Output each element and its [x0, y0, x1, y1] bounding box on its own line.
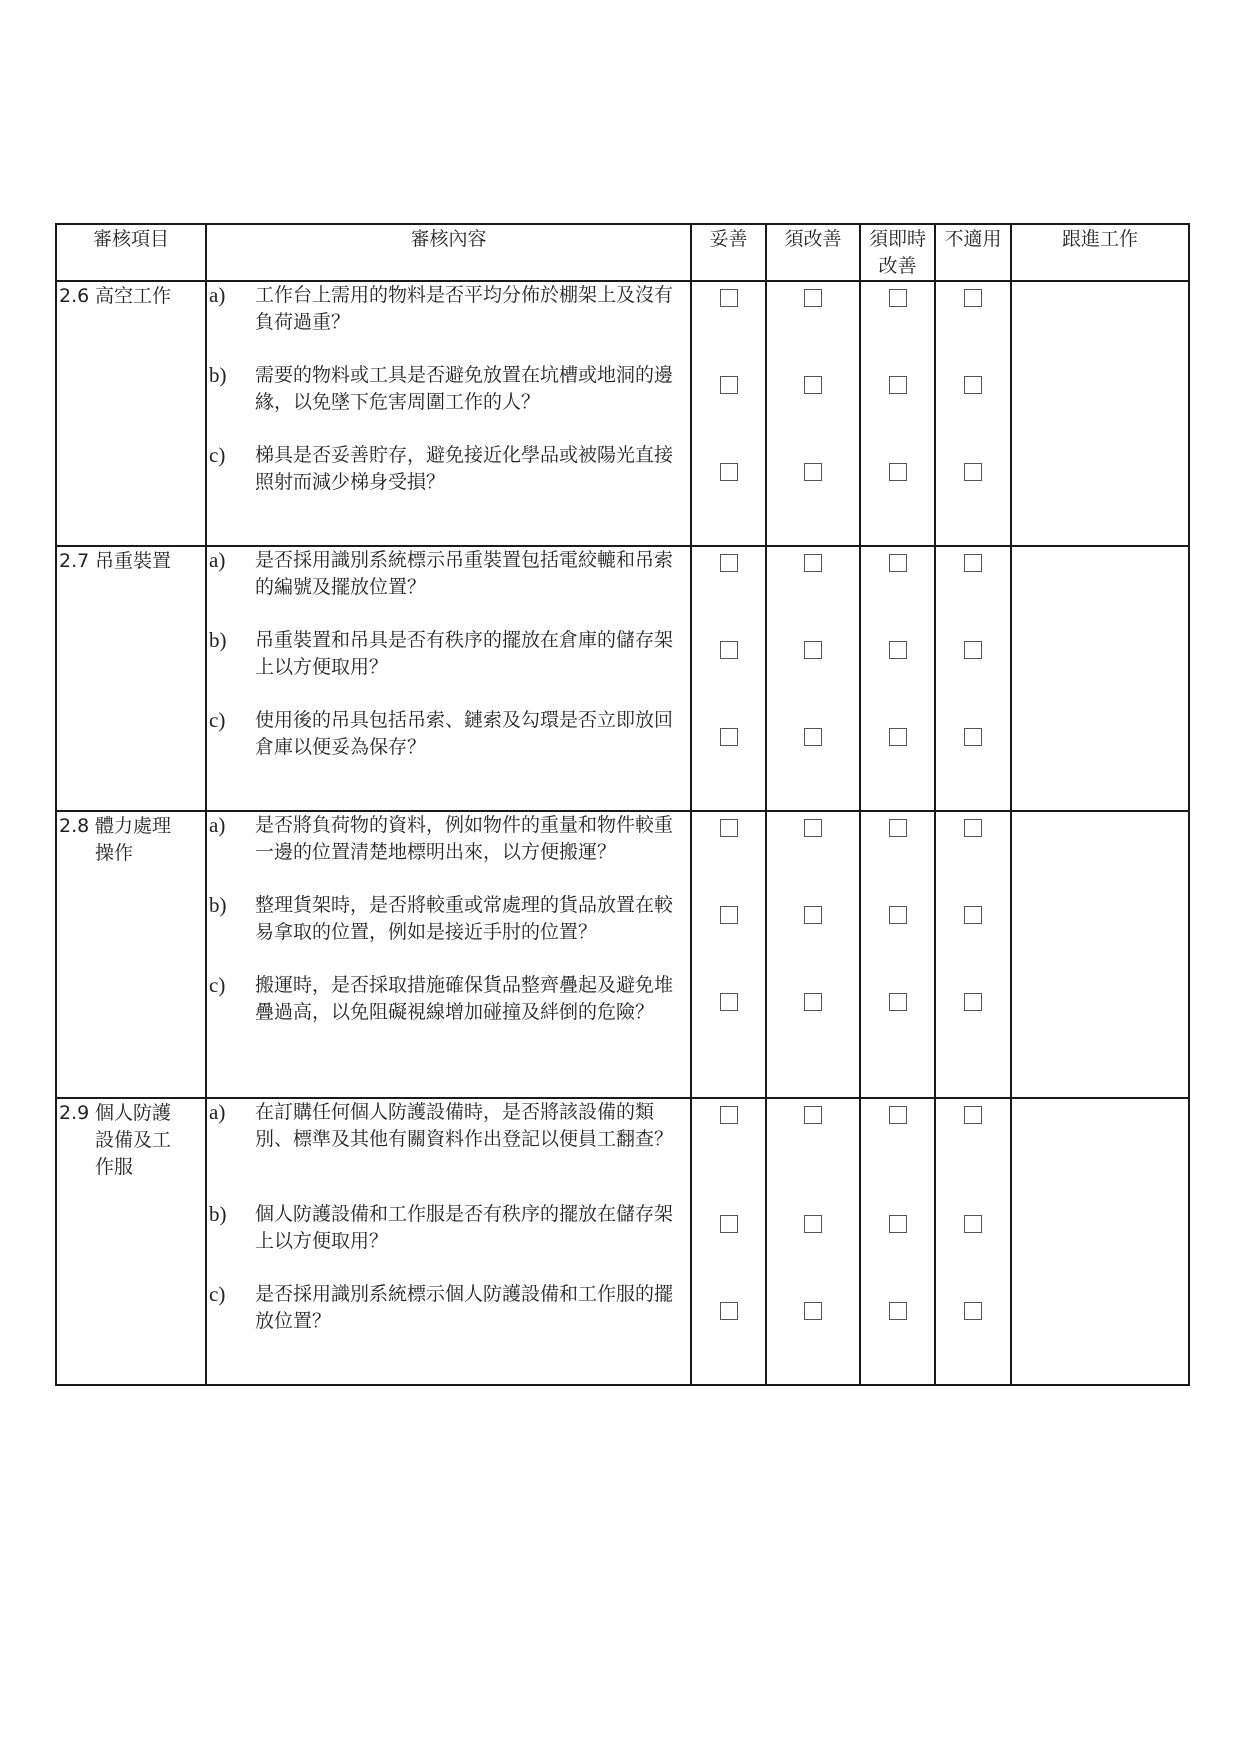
- follow-up-cell[interactable]: [1011, 546, 1189, 811]
- checkbox-slot: [861, 641, 934, 721]
- immediate-improvement-checkbox[interactable]: [889, 376, 907, 394]
- needs-improvement-checkbox[interactable]: [804, 554, 822, 572]
- header-immediate-improvement: 須即時改善: [860, 224, 935, 281]
- checkbox-slot: [861, 554, 934, 634]
- checkbox-column-not-applicable: [935, 811, 1011, 1098]
- not-applicable-checkbox[interactable]: [964, 554, 982, 572]
- follow-up-cell[interactable]: [1011, 281, 1189, 546]
- follow-up-cell[interactable]: [1011, 811, 1189, 1098]
- needs-improvement-checkbox[interactable]: [804, 641, 822, 659]
- header-row: [56, 224, 1189, 281]
- question-letter: b): [209, 363, 227, 387]
- header-not-applicable: 不適用: [935, 224, 1011, 281]
- question-text: 個人防護設備和工作服是否有秩序的擺放在儲存架上以方便取用？: [255, 1203, 674, 1252]
- section-row: [56, 281, 1189, 546]
- immediate-improvement-checkbox[interactable]: [889, 1215, 907, 1233]
- checkbox-column-needs-improvement: [766, 811, 860, 1098]
- checkbox-column-immediate-improvement: [860, 1098, 935, 1385]
- satisfactory-checkbox[interactable]: [720, 554, 738, 572]
- needs-improvement-checkbox[interactable]: [804, 728, 822, 746]
- checkbox-column-satisfactory: [691, 1098, 766, 1385]
- checkbox-slot: [936, 641, 1010, 721]
- checkbox-slot: [767, 289, 859, 369]
- question-text: 在訂購任何個人防護設備時，是否將該設備的類別、標準及其他有關資料作出登記以便員工翻查？: [255, 1101, 674, 1150]
- satisfactory-checkbox[interactable]: [720, 728, 738, 746]
- follow-up-cell[interactable]: [1011, 1098, 1189, 1385]
- checkbox-slot: [692, 906, 765, 986]
- question-letter: b): [209, 628, 227, 652]
- checkbox-slot: [692, 1215, 765, 1295]
- question-text: 工作台上需用的物料是否平均分佈於棚架上及沒有負荷過重？: [255, 284, 674, 333]
- checkbox-slot: [767, 463, 859, 545]
- satisfactory-checkbox[interactable]: [720, 289, 738, 307]
- checkbox-slot: [936, 463, 1010, 545]
- question-text: 是否採用識別系統標示吊重裝置包括電絞轆和吊索的編號及擺放位置？: [255, 549, 674, 598]
- question-text: 是否採用識別系統標示個人防護設備和工作服的擺放位置？: [255, 1283, 674, 1332]
- needs-improvement-checkbox[interactable]: [804, 819, 822, 837]
- question-item: [209, 627, 690, 707]
- immediate-improvement-checkbox[interactable]: [889, 289, 907, 307]
- checkbox-column-needs-improvement: [766, 281, 860, 546]
- question-letter: a): [209, 1100, 226, 1124]
- satisfactory-checkbox[interactable]: [720, 376, 738, 394]
- checkbox-slot: [861, 1215, 934, 1295]
- section-questions: [206, 546, 691, 811]
- section-number: 2.9: [59, 1102, 90, 1124]
- question-letter: b): [209, 893, 227, 917]
- section-row: [56, 1098, 1189, 1385]
- immediate-improvement-checkbox[interactable]: [889, 641, 907, 659]
- section-name: 個人防護設備及工作服: [95, 1102, 172, 1178]
- question-letter: c): [209, 973, 226, 997]
- checkbox-column-satisfactory: [691, 546, 766, 811]
- not-applicable-checkbox[interactable]: [964, 1302, 982, 1320]
- checkbox-slot: [767, 1106, 859, 1208]
- question-item: [209, 442, 690, 524]
- not-applicable-checkbox[interactable]: [964, 289, 982, 307]
- question-letter: a): [209, 548, 226, 572]
- section-category: [56, 546, 206, 811]
- question-text: 是否將負荷物的資料，例如物件的重量和物件較重一邊的位置清楚地標明出來，以方便搬運？: [255, 814, 674, 863]
- checkbox-slot: [692, 554, 765, 634]
- checkbox-slot: [861, 463, 934, 545]
- question-text: 整理貨架時，是否將較重或常處理的貨品放置在較易拿取的位置，例如是接近手肘的位置？: [255, 894, 674, 943]
- immediate-improvement-checkbox[interactable]: [889, 463, 907, 481]
- question-item: [209, 812, 690, 892]
- checkbox-column-not-applicable: [935, 1098, 1011, 1385]
- checkbox-slot: [692, 463, 765, 545]
- question-text: 使用後的吊具包括吊索、鏈索及勾環是否立即放回倉庫以便妥為保存？: [255, 709, 674, 758]
- checkbox-slot: [692, 641, 765, 721]
- audit-checklist: [55, 223, 1190, 1386]
- satisfactory-checkbox[interactable]: [720, 993, 738, 1011]
- section-row: [56, 546, 1189, 811]
- section-name: 體力處理操作: [95, 815, 172, 864]
- not-applicable-checkbox[interactable]: [964, 819, 982, 837]
- satisfactory-checkbox[interactable]: [720, 1302, 738, 1320]
- checkbox-slot: [861, 728, 934, 810]
- checkbox-slot: [692, 1106, 765, 1208]
- question-text: 梯具是否妥善貯存，避免接近化學品或被陽光直接照射而減少梯身受損？: [255, 444, 674, 493]
- section-category: [56, 811, 206, 1098]
- question-item: [209, 972, 690, 1076]
- checkbox-slot: [861, 376, 934, 456]
- needs-improvement-checkbox[interactable]: [804, 376, 822, 394]
- audit-table: [55, 223, 1190, 1386]
- checkbox-slot: [936, 728, 1010, 810]
- checkbox-slot: [767, 819, 859, 899]
- section-questions: [206, 811, 691, 1098]
- immediate-improvement-checkbox[interactable]: [889, 554, 907, 572]
- not-applicable-checkbox[interactable]: [964, 993, 982, 1011]
- checkbox-column-not-applicable: [935, 281, 1011, 546]
- question-letter: b): [209, 1202, 227, 1226]
- checkbox-slot: [767, 906, 859, 986]
- checkbox-slot: [767, 993, 859, 1097]
- header-needs-improvement: 須改善: [766, 224, 860, 281]
- immediate-improvement-checkbox[interactable]: [889, 819, 907, 837]
- checkbox-slot: [767, 641, 859, 721]
- needs-improvement-checkbox[interactable]: [804, 463, 822, 481]
- section-number: 2.7: [59, 550, 90, 572]
- checkbox-slot: [692, 728, 765, 810]
- satisfactory-checkbox[interactable]: [720, 1106, 738, 1124]
- checkbox-column-needs-improvement: [766, 1098, 860, 1385]
- question-letter: c): [209, 443, 226, 467]
- header-content: 審核內容: [206, 224, 691, 281]
- checkbox-slot: [692, 993, 765, 1097]
- checkbox-slot: [936, 993, 1010, 1097]
- checkbox-slot: [767, 554, 859, 634]
- immediate-improvement-checkbox[interactable]: [889, 1106, 907, 1124]
- checkbox-slot: [861, 906, 934, 986]
- section-questions: [206, 281, 691, 546]
- question-text: 吊重裝置和吊具是否有秩序的擺放在倉庫的儲存架上以方便取用？: [255, 629, 674, 678]
- not-applicable-checkbox[interactable]: [964, 1215, 982, 1233]
- checkbox-slot: [861, 1302, 934, 1384]
- question-item: [209, 892, 690, 972]
- immediate-improvement-checkbox[interactable]: [889, 993, 907, 1011]
- checkbox-slot: [936, 289, 1010, 369]
- question-text: 搬運時，是否採取措施確保貨品整齊疊起及避免堆疊過高，以免阻礙視線增加碰撞及絆倒的危險？: [255, 974, 674, 1023]
- checkbox-column-not-applicable: [935, 546, 1011, 811]
- question-item: [209, 707, 690, 789]
- immediate-improvement-checkbox[interactable]: [889, 1302, 907, 1320]
- section-number: 2.6: [59, 285, 90, 307]
- question-letter: c): [209, 708, 226, 732]
- checkbox-slot: [692, 1302, 765, 1384]
- checkbox-slot: [861, 289, 934, 369]
- question-item: [209, 1099, 690, 1201]
- needs-improvement-checkbox[interactable]: [804, 1106, 822, 1124]
- checkbox-column-satisfactory: [691, 811, 766, 1098]
- checkbox-column-immediate-improvement: [860, 546, 935, 811]
- section-category: [56, 1098, 206, 1385]
- immediate-improvement-checkbox[interactable]: [889, 728, 907, 746]
- checkbox-slot: [936, 554, 1010, 634]
- question-item: [209, 1201, 690, 1281]
- checkbox-slot: [767, 1215, 859, 1295]
- satisfactory-checkbox[interactable]: [720, 641, 738, 659]
- checkbox-slot: [767, 728, 859, 810]
- section-number: 2.8: [59, 815, 90, 837]
- needs-improvement-checkbox[interactable]: [804, 1302, 822, 1320]
- checkbox-slot: [936, 819, 1010, 899]
- not-applicable-checkbox[interactable]: [964, 728, 982, 746]
- immediate-improvement-checkbox[interactable]: [889, 906, 907, 924]
- section-row: [56, 811, 1189, 1098]
- checkbox-slot: [692, 289, 765, 369]
- header-satisfactory: 妥善: [691, 224, 766, 281]
- not-applicable-checkbox[interactable]: [964, 376, 982, 394]
- needs-improvement-checkbox[interactable]: [804, 993, 822, 1011]
- question-letter: a): [209, 283, 226, 307]
- checkbox-slot: [861, 1106, 934, 1208]
- not-applicable-checkbox[interactable]: [964, 906, 982, 924]
- checkbox-slot: [767, 1302, 859, 1384]
- needs-improvement-checkbox[interactable]: [804, 906, 822, 924]
- section-name: 高空工作: [95, 285, 172, 307]
- header-follow-up: 跟進工作: [1011, 224, 1189, 281]
- not-applicable-checkbox[interactable]: [964, 1106, 982, 1124]
- checkbox-column-satisfactory: [691, 281, 766, 546]
- checkbox-column-immediate-improvement: [860, 811, 935, 1098]
- checkbox-slot: [936, 1106, 1010, 1208]
- checkbox-slot: [861, 993, 934, 1097]
- checkbox-slot: [936, 906, 1010, 986]
- satisfactory-checkbox[interactable]: [720, 819, 738, 837]
- satisfactory-checkbox[interactable]: [720, 463, 738, 481]
- checkbox-slot: [936, 1302, 1010, 1384]
- needs-improvement-checkbox[interactable]: [804, 1215, 822, 1233]
- satisfactory-checkbox[interactable]: [720, 1215, 738, 1233]
- section-questions: [206, 1098, 691, 1385]
- checkbox-slot: [936, 376, 1010, 456]
- checkbox-slot: [692, 819, 765, 899]
- checkbox-slot: [692, 376, 765, 456]
- question-item: [209, 282, 690, 362]
- question-item: [209, 547, 690, 627]
- checkbox-slot: [936, 1215, 1010, 1295]
- needs-improvement-checkbox[interactable]: [804, 289, 822, 307]
- checkbox-column-needs-improvement: [766, 546, 860, 811]
- header-category: 審核項目: [56, 224, 206, 281]
- question-letter: a): [209, 813, 226, 837]
- checkbox-column-immediate-improvement: [860, 281, 935, 546]
- checkbox-slot: [767, 376, 859, 456]
- not-applicable-checkbox[interactable]: [964, 641, 982, 659]
- section-name: 吊重裝置: [95, 550, 172, 572]
- question-item: [209, 1281, 690, 1363]
- question-text: 需要的物料或工具是否避免放置在坑槽或地洞的邊緣，以免墜下危害周圍工作的人？: [255, 364, 674, 413]
- section-category: [56, 281, 206, 546]
- question-item: [209, 362, 690, 442]
- not-applicable-checkbox[interactable]: [964, 463, 982, 481]
- checkbox-slot: [861, 819, 934, 899]
- question-letter: c): [209, 1282, 226, 1306]
- satisfactory-checkbox[interactable]: [720, 906, 738, 924]
